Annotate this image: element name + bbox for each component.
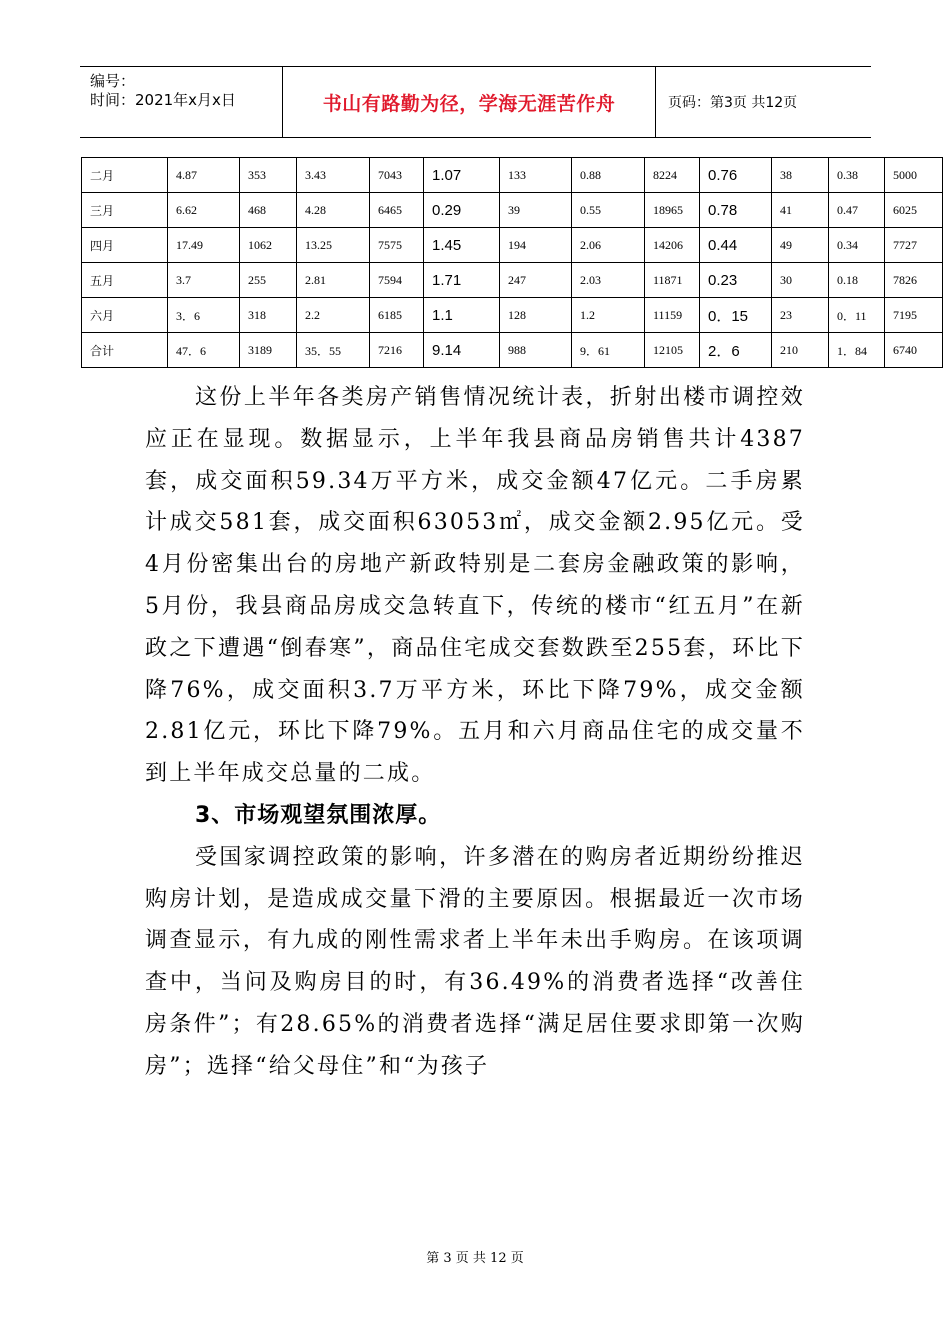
value-cell: 1．84 [829,333,885,368]
value-cell: 2.2 [297,298,370,333]
table-row [82,158,943,193]
value-cell: 0.44 [700,228,772,263]
value-cell: 6025 [885,193,943,228]
value-cell: 1.07 [424,158,500,193]
value-cell: 7216 [370,333,424,368]
value-cell: 0．11 [829,298,885,333]
value-cell: 0.29 [424,193,500,228]
value-cell: 988 [500,333,572,368]
month-cell: 合计 [82,333,168,368]
value-cell: 5000 [885,158,943,193]
value-cell: 6465 [370,193,424,228]
value-cell: 3.7 [168,263,240,298]
value-cell: 8224 [645,158,700,193]
value-cell: 0.23 [700,263,772,298]
value-cell: 0.76 [700,158,772,193]
value-cell: 39 [500,193,572,228]
section-heading: 3、市场观望氛围浓厚。 [195,802,442,828]
value-cell: 35．55 [297,333,370,368]
header-meta [80,67,283,137]
time-label: 时间：2021年x月x日 [90,91,236,109]
value-cell: 128 [500,298,572,333]
header-motto: 书山有路勤为径，学海无涯苦作舟 [283,67,656,137]
value-cell: 210 [772,333,829,368]
paragraph-survey: 受国家调控政策的影响，许多潜在的购房者近期纷纷推迟购房计划，是造成成交量下滑的主要原因。根据最近一次市场调查显示，有九成的刚性需求者上半年未出手购房。在该项调查中，当问及购房目的时，有36.49%的消费者选择“改善住房条件”；有28.65%的消费者选择“满足居住要求即第一次购房”；选择“给父母住”和“为孩子 [145,844,805,1079]
value-cell: 133 [500,158,572,193]
value-cell: 0.18 [829,263,885,298]
value-cell: 3．6 [168,298,240,333]
value-cell: 7594 [370,263,424,298]
value-cell: 12105 [645,333,700,368]
value-cell: 11159 [645,298,700,333]
value-cell: 7043 [370,158,424,193]
value-cell: 6185 [370,298,424,333]
value-cell: 11871 [645,263,700,298]
value-cell: 1062 [240,228,297,263]
value-cell: 14206 [645,228,700,263]
header-page-label: 页码：第3页 共12页 [668,95,798,111]
value-cell: 7195 [885,298,943,333]
value-cell: 4.28 [297,193,370,228]
table-row [82,228,943,263]
value-cell: 4.87 [168,158,240,193]
value-cell: 3.43 [297,158,370,193]
value-cell: 7727 [885,228,943,263]
number-label: 编号： [90,72,136,90]
value-cell: 0.47 [829,193,885,228]
table-row [82,263,943,298]
month-cell: 五月 [82,263,168,298]
value-cell: 0．15 [700,298,772,333]
value-cell: 247 [500,263,572,298]
paragraph-summary: 这份上半年各类房产销售情况统计表，折射出楼市调控效应正在显现。数据显示，上半年我县商品房销售共计4387套，成交面积59.34万平方米，成交金额47亿元。二手房累计成交581套，成交面积63053㎡，成交金额2.95亿元。受4月份密集出台的房地产新政特别是二套房金融政策的影响，5月份，我县商品房成交急转直下，传统的楼市“红五月”在新政之下遭遇“倒春寒”，商品住宅成交套数跌至255套，环比下降76%，成交面积3.7万平方米，环比下降79%，成交金额2.81亿元，环比下降79%。五月和六月商品住宅的成交量不到上半年成交总量的二成。 [145,385,805,787]
month-cell: 六月 [82,298,168,333]
value-cell: 23 [772,298,829,333]
value-cell: 2.06 [572,228,645,263]
table-row [82,298,943,333]
value-cell: 7826 [885,263,943,298]
value-cell: 318 [240,298,297,333]
value-cell: 9.14 [424,333,500,368]
value-cell: 0.88 [572,158,645,193]
value-cell: 0.38 [829,158,885,193]
value-cell: 30 [772,263,829,298]
value-cell: 47．6 [168,333,240,368]
value-cell: 0.55 [572,193,645,228]
value-cell: 49 [772,228,829,263]
month-cell: 二月 [82,158,168,193]
value-cell: 3189 [240,333,297,368]
value-cell: 194 [500,228,572,263]
value-cell: 2.03 [572,263,645,298]
value-cell: 9．61 [572,333,645,368]
value-cell: 41 [772,193,829,228]
value-cell: 2.81 [297,263,370,298]
value-cell: 13.25 [297,228,370,263]
value-cell: 6.62 [168,193,240,228]
value-cell: 353 [240,158,297,193]
value-cell: 0.78 [700,193,772,228]
value-cell: 1.45 [424,228,500,263]
value-cell: 468 [240,193,297,228]
body-text [145,377,805,1088]
table-row [82,333,943,368]
page-footer: 第 3 页 共 12 页 [426,1251,524,1266]
value-cell: 1.2 [572,298,645,333]
value-cell: 2．6 [700,333,772,368]
value-cell: 1.71 [424,263,500,298]
value-cell: 255 [240,263,297,298]
value-cell: 18965 [645,193,700,228]
sales-table [81,157,943,368]
value-cell: 38 [772,158,829,193]
month-cell: 三月 [82,193,168,228]
document-header [80,66,871,138]
table-row [82,193,943,228]
value-cell: 0.34 [829,228,885,263]
value-cell: 7575 [370,228,424,263]
month-cell: 四月 [82,228,168,263]
value-cell: 17.49 [168,228,240,263]
value-cell: 6740 [885,333,943,368]
value-cell: 1.1 [424,298,500,333]
